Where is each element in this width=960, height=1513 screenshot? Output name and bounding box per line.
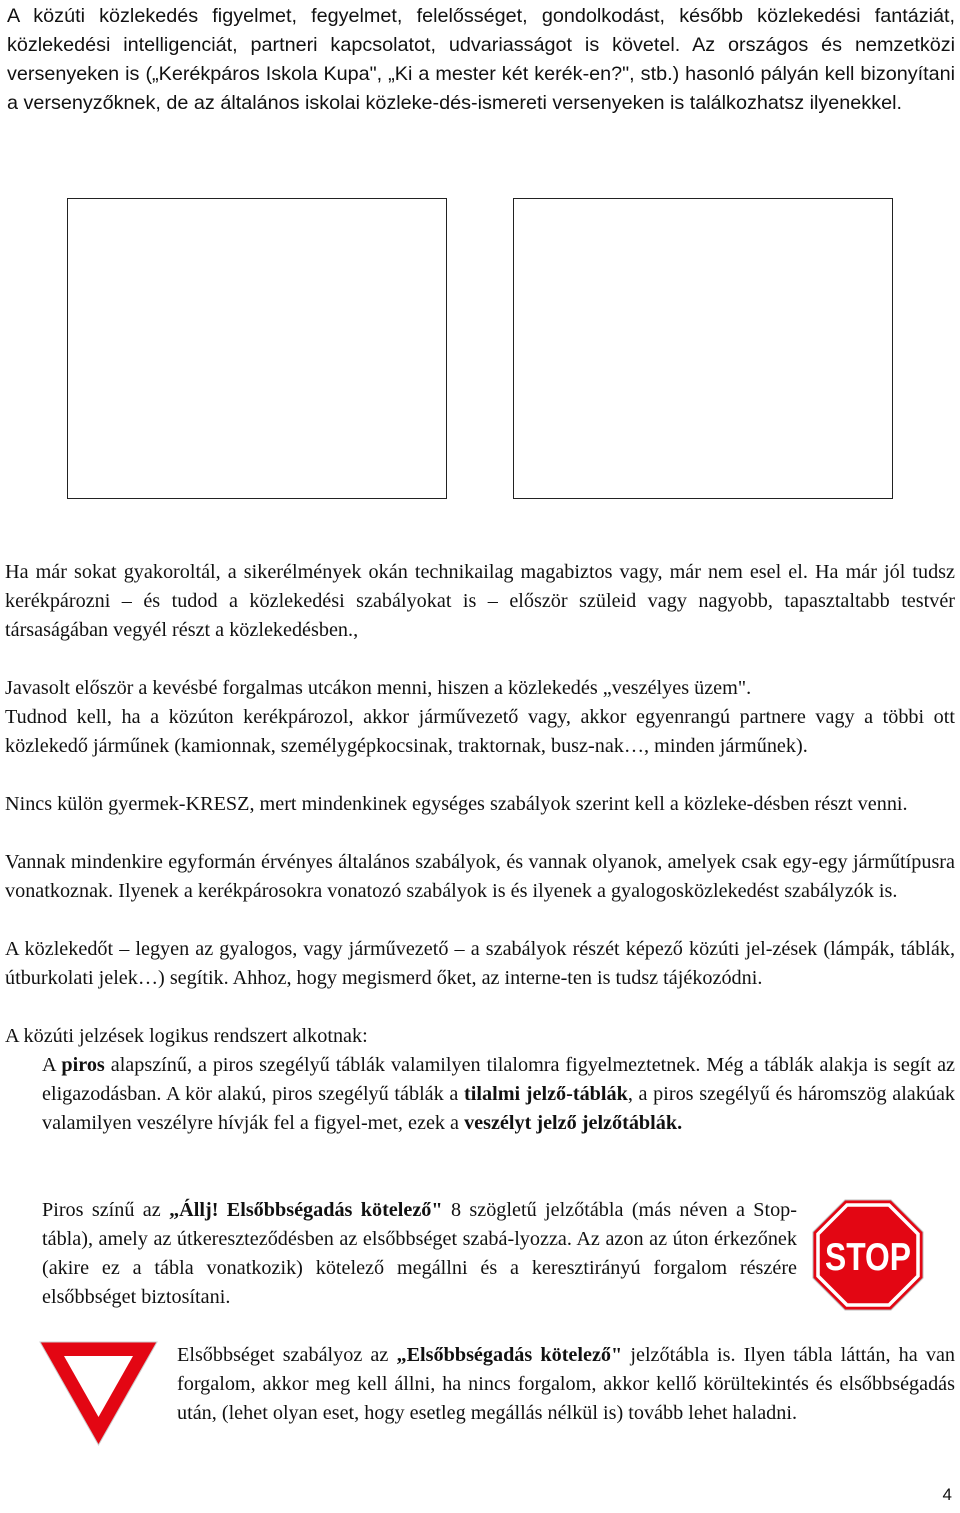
intro-line-1: A közúti közlekedés figyelmet, fegyelmet, felelősséget, gondolkodást, később közlekedési fantáziát, közlekedési intelligenciát, partneri kapcsolatot, udvariasságot is követel. bbox=[7, 5, 955, 56]
page-number: 4 bbox=[942, 1485, 952, 1504]
bold-stop-sign-name: „Állj! Elsőbbségadás kötelező" bbox=[169, 1199, 443, 1221]
paragraph-signals: A közlekedőt – legyen az gyalogos, vagy járművezető – a szabályok részét képező közúti jel-zések (lámpák, táblák, útburkolati jelek…) segítik. Ahhoz, hogy megismerd őket, az interne-ten is tudsz tájékozódni. bbox=[5, 938, 955, 989]
stop-sign-icon bbox=[812, 1199, 924, 1311]
paragraph-practice: Ha már sokat gyakoroltál, a sikerélmények okán technikailag magabiztos vagy, már nem esel el. Ha már jól tudsz kerékpározni – és tudod a közlekedési szabályokat is – először szüleid vagy nagyobb, tapasztaltabb testvér társaságában vegyél részt a közlekedésben., bbox=[5, 561, 955, 641]
paragraph-stop-sign: Piros színű az „Állj! Elsőbbségadás kötelező" 8 szögletű jelzőtábla (más néven a Stop-tábla), amely az útkereszteződésben az elsőbbséget szabá-lyozza. Az azon az úton érkezőnek (akire ez a tábla vonatkozik) kötelező megállni és a keresztirányú forgalom részére elsőbbséget biztosítani. bbox=[42, 1199, 797, 1308]
bold-red: piros bbox=[61, 1054, 105, 1076]
intro-line-2: Az országos és nemzetközi versenyeken is („Kerékpáros Iskola Kupa", „Ki a mester két kerék-en?", stb.) hasonló pályán kell bizonyítani a versenyzőknek, de az általános iskolai közleke-dés-ismereti versenyeken is találkozhatsz ilyenekkel. bbox=[7, 34, 955, 114]
paragraph-system: A közúti jelzések logikus rendszert alkotnak: bbox=[5, 1025, 368, 1047]
paragraph-rules: Vannak mindenkire egyformán érvényes általános szabályok, és vannak olyanok, amelyek csak egy-egy járműtípusra vonatkoznak. Ilyenek a kerékpárosokra vonatozó szabályok is és ilyenek a gyalogosközlekedést szabályzók is. bbox=[5, 851, 955, 902]
bold-prohibition-signs: tilalmi jelző-táblák bbox=[464, 1083, 628, 1105]
paragraph-suggestion: Javasolt először a kevésbé forgalmas utcákon menni, hiszen a közlekedés „veszélyes üzem". bbox=[5, 677, 752, 699]
image-frame-left bbox=[67, 198, 447, 499]
image-frame-right bbox=[513, 198, 893, 499]
yield-sign-icon bbox=[38, 1340, 159, 1448]
paragraph-red-signs: A piros alapszínű, a piros szegélyű táblák valamilyen tilalomra figyelmeztetnek. Még a táblák alakja is segít az eligazodásban. A kör alakú, piros szegélyű táblák a tilalmi jelző-táblák, a piros szegélyű és háromszög alakúak valamilyen veszélyre hívják fel a figyel-met, ezek a veszélyt jelző jelzőtáblák. bbox=[42, 1054, 956, 1134]
bold-warning-signs: veszélyt jelző jelzőtáblák. bbox=[464, 1112, 683, 1134]
paragraph-yield-sign: Elsőbbséget szabályoz az „Elsőbbségadás kötelező" jelzőtábla is. Ilyen tábla láttán, ha van forgalom, akkor meg kell állni, ha nincs forgalom, akkor kellő körültekintés és elsőbbségadás után, (lehet olyan eset, hogy esetleg megállás nélkül is) tovább lehet haladni. bbox=[177, 1344, 955, 1424]
paragraph-driver: Tudnod kell, ha a közúton kerékpározol, akkor járművezető vagy, akkor egyenrangú partnere vagy a többi ott közlekedő járműnek (kamionnak, személygépkocsinak, traktornak, busz-nak…, minden járműnek). bbox=[5, 706, 955, 757]
paragraph-kresz: Nincs külön gyermek-KRESZ, mert mindenkinek egységes szabályok szerint kell a közleke-désben részt venni. bbox=[5, 793, 908, 815]
bold-yield-sign-name: „Elsőbbségadás kötelező" bbox=[396, 1344, 623, 1366]
intro-paragraph bbox=[7, 2, 955, 118]
stop-sign-label: STOP bbox=[825, 1236, 911, 1279]
